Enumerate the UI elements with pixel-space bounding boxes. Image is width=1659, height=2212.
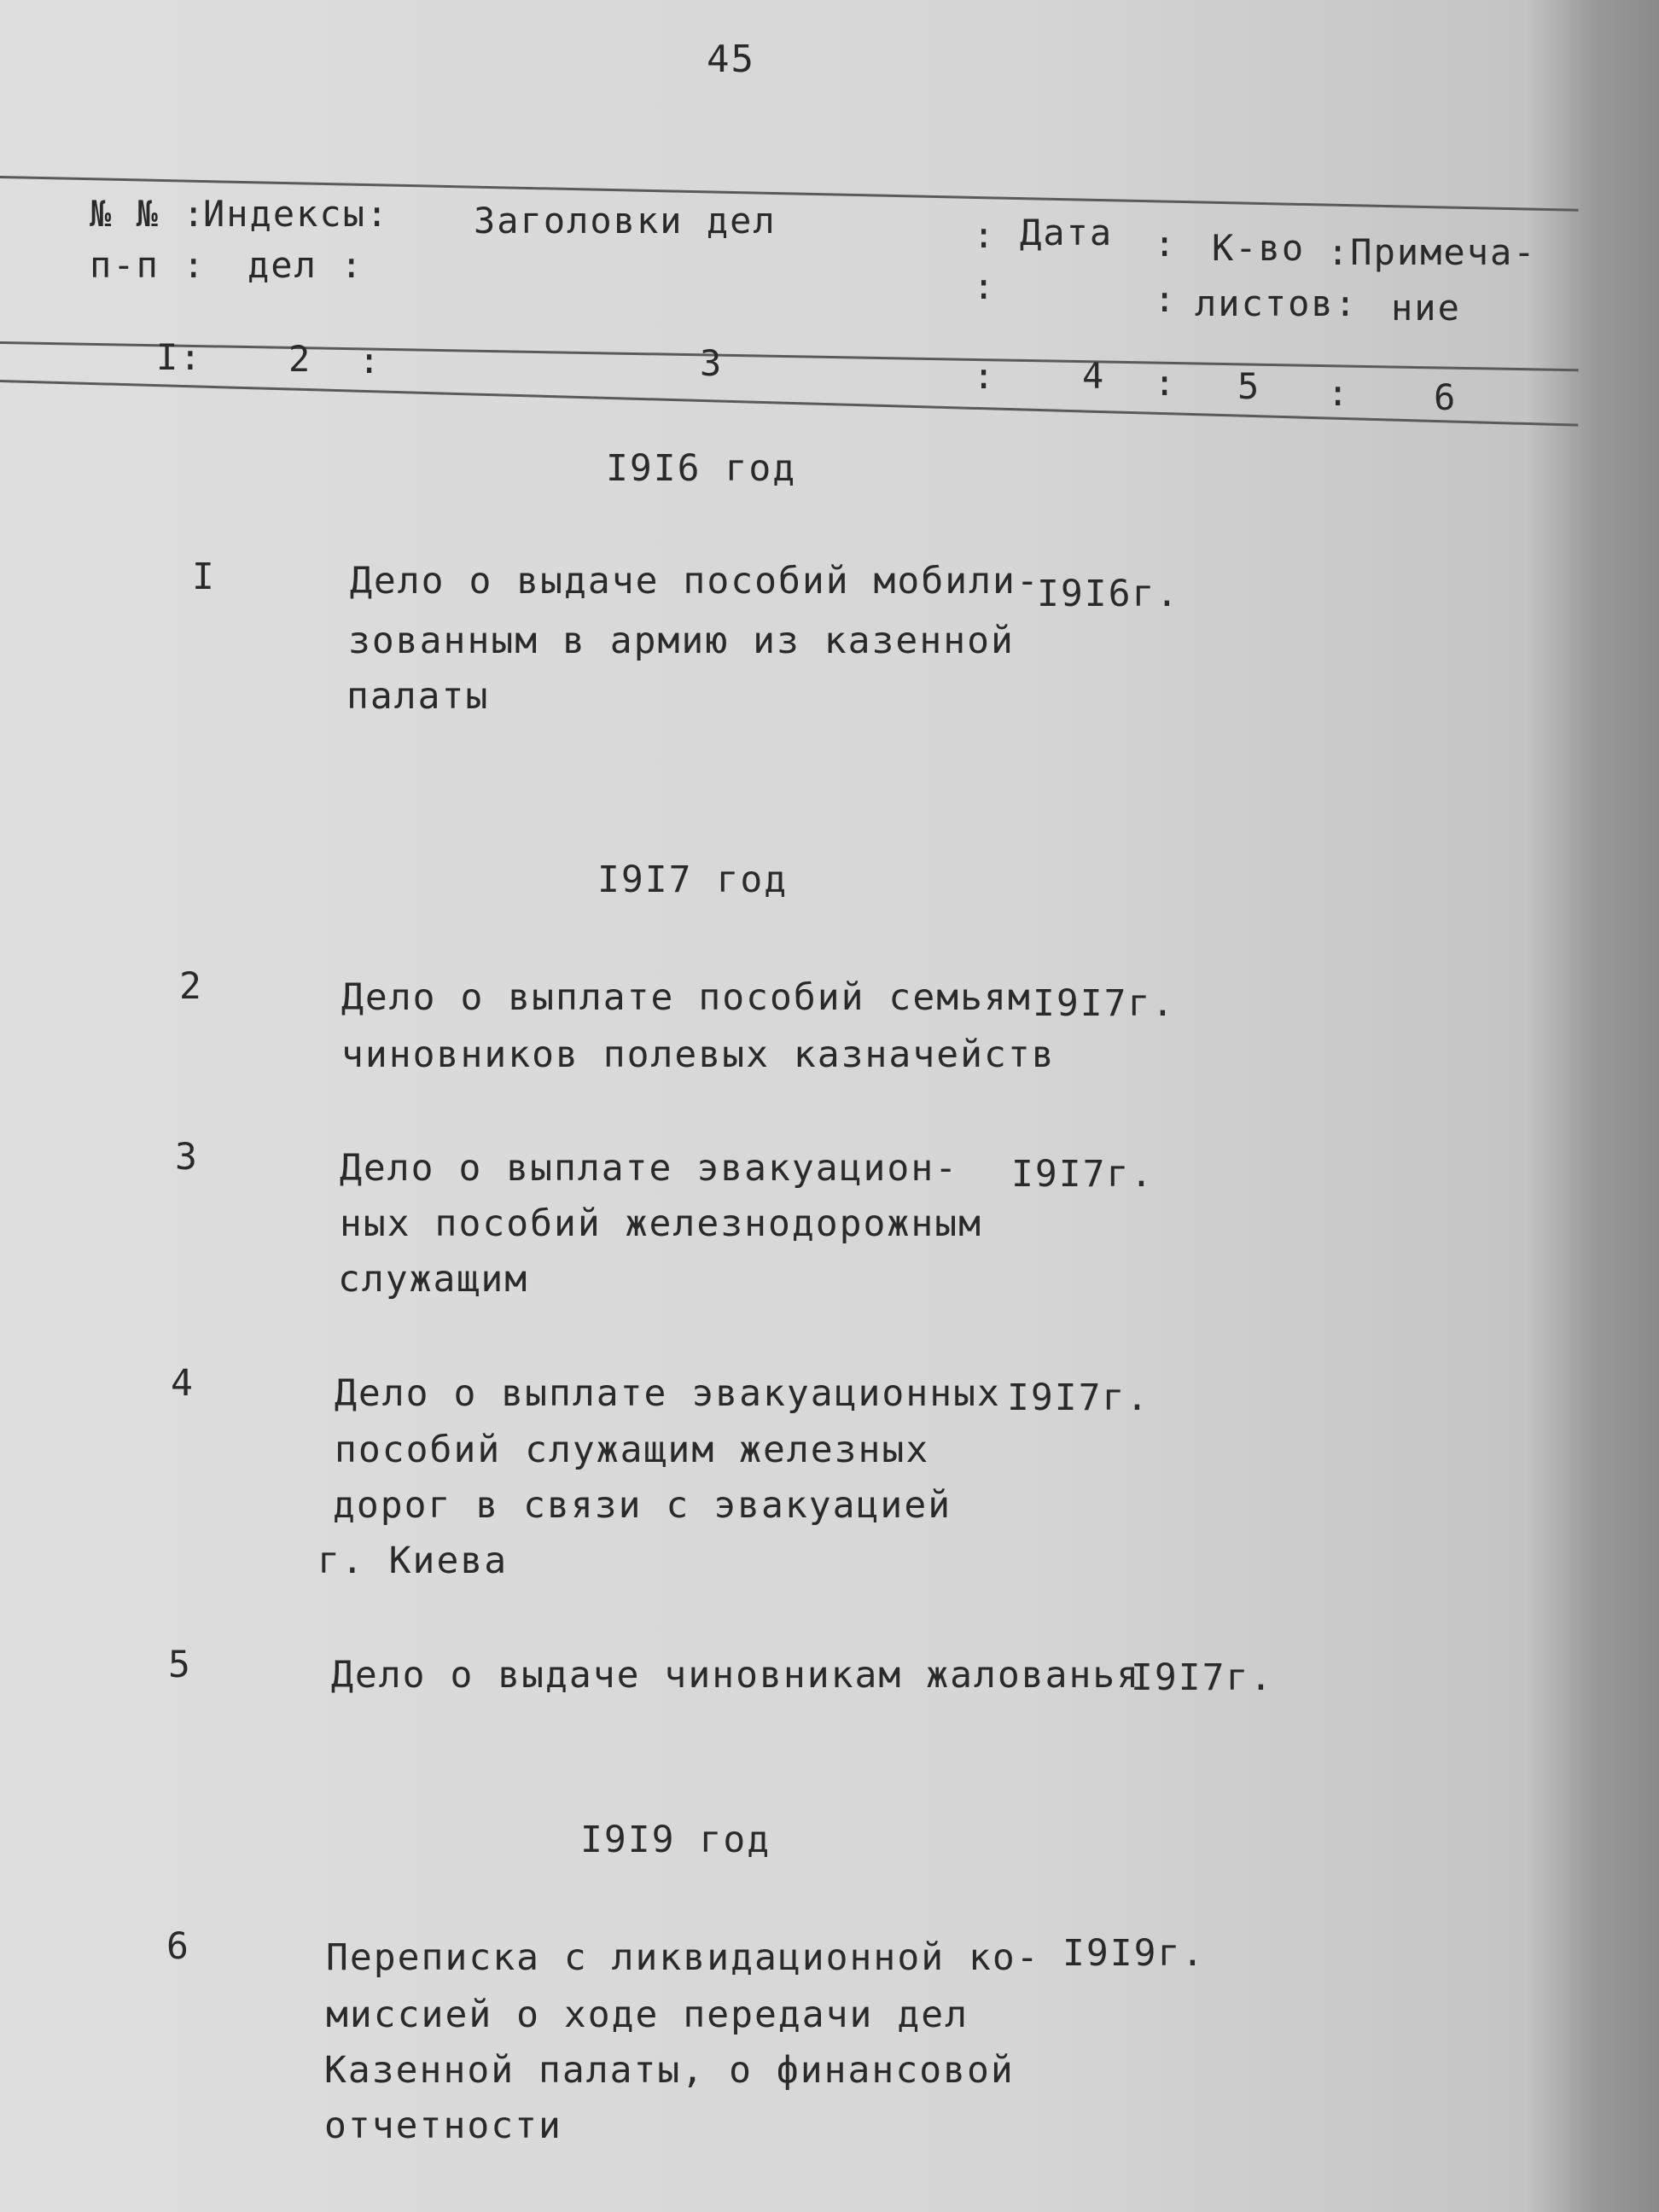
entry-title-line: ных пособий железнодорожным	[340, 1202, 982, 1245]
entry-title-line: миссией о ходе передачи дел	[326, 1994, 969, 2036]
header-col1-line2: п-п :	[90, 244, 207, 286]
column-number-4-sep: :	[1154, 362, 1178, 404]
column-number-6: 6	[1434, 376, 1458, 418]
column-number-2-sep: :	[358, 340, 382, 381]
entry-title-line: палаты	[346, 675, 490, 718]
column-number-3-sep: :	[973, 355, 997, 397]
year-heading-1917: I9I7 год	[597, 859, 789, 901]
header-col5-line2: листов:	[1195, 282, 1359, 324]
entry-title-line: г. Киева	[317, 1540, 509, 1582]
header-col4-sep2: :	[973, 265, 997, 307]
header-col5-sep1: :	[1154, 223, 1178, 265]
entry-number: I	[192, 556, 216, 598]
column-number-3: 3	[700, 342, 724, 384]
entry-number: 3	[175, 1136, 199, 1179]
year-heading-1919: I9I9 год	[580, 1819, 771, 1861]
entry-title-line: чиновников полевых казначейств	[341, 1033, 1056, 1076]
page-number: 45	[707, 38, 755, 81]
header-col2-line2: дел :	[247, 244, 364, 286]
entry-title-line: Дело о выплате эвакуационных	[335, 1372, 1001, 1415]
entry-title-line: Переписка с ликвидационной ко-	[326, 1936, 1040, 1979]
entry-title-line: Дело о выплате пособий семьям	[341, 976, 1032, 1019]
entry-title-line: служащим	[338, 1258, 529, 1301]
entry-date: I9I7г.	[1131, 1656, 1274, 1699]
entry-date: I9I7г.	[1033, 982, 1176, 1025]
column-number-1: I:	[156, 336, 203, 378]
header-middle-rule	[0, 341, 1579, 371]
entry-date: I9I9г.	[1062, 1932, 1206, 1975]
entry-title-line: Дело о выплате эвакуацион-	[340, 1147, 959, 1190]
header-col5-line1: К-во	[1212, 227, 1306, 269]
column-number-5-sep: :	[1327, 372, 1351, 414]
entry-title-line: пособий служащим железных	[335, 1429, 930, 1471]
entry-title-line: Дело о выдаче пособий мобили-	[350, 560, 1040, 602]
column-number-4: 4	[1082, 355, 1106, 397]
header-col6-line2: ние	[1391, 287, 1461, 329]
header-col5-sep2: :	[1154, 278, 1178, 320]
column-number-5: 5	[1237, 365, 1261, 407]
header-col4-sep1: :	[973, 214, 997, 256]
header-col6-line1: :Примеча-	[1327, 231, 1537, 273]
entry-title-line: зованным в армию из казенной	[348, 620, 1015, 662]
header-col3: Заголовки дел	[474, 200, 777, 242]
entry-number: 4	[171, 1362, 195, 1405]
entry-date: I9I6г.	[1037, 573, 1180, 615]
entry-number: 6	[166, 1925, 190, 1968]
entry-date: I9I7г.	[1007, 1377, 1150, 1419]
header-col4: Дата	[1020, 212, 1114, 253]
entry-number: 2	[179, 965, 203, 1008]
column-number-2: 2	[288, 338, 312, 380]
header-col2-line1: Индексы:	[203, 193, 390, 235]
year-heading-1916: I9I6 год	[606, 447, 797, 490]
entry-title-line: отчетности	[324, 2104, 562, 2147]
entry-title-line: Казенной палаты, о финансовой	[324, 2049, 1015, 2092]
header-col1-line1: № № :	[90, 193, 207, 235]
entry-date: I9I7г.	[1011, 1153, 1155, 1196]
entry-number: 5	[168, 1644, 192, 1686]
entry-title-line: дорог в связи с эвакуацией	[333, 1484, 952, 1527]
entry-title-line: Дело о выдаче чиновникам жалованья	[331, 1654, 1141, 1697]
